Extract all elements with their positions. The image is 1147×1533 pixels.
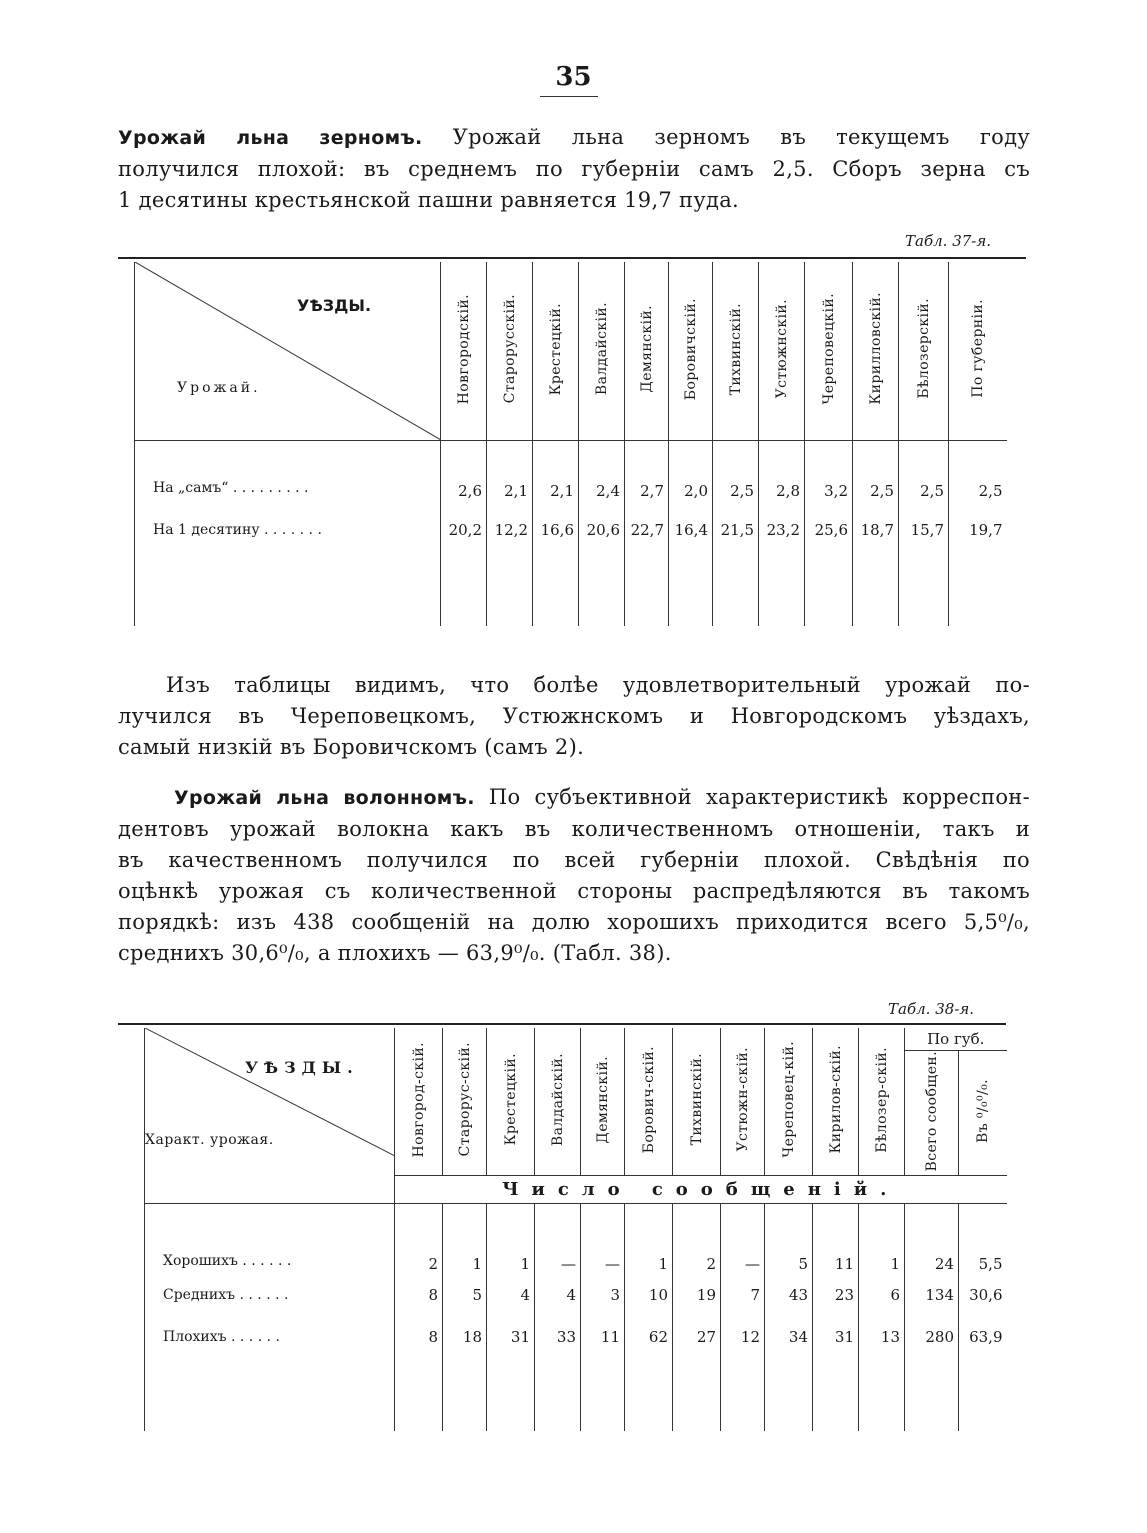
table-row xyxy=(145,1273,1007,1317)
column-header-label: Кирилловскій. xyxy=(867,292,884,406)
column-header-label: Тихвинскій. xyxy=(727,302,744,395)
cell: 4 xyxy=(535,1273,581,1317)
paragraph-line: самый низкій въ Боровичскомъ (самъ 2). xyxy=(118,735,585,759)
cell: 21,5 xyxy=(713,500,759,560)
cell: 2,5 xyxy=(713,440,759,500)
column-header xyxy=(579,262,625,440)
table-37-top-rule xyxy=(118,257,1026,259)
row-label: На 1 десятину . . . . . . . xyxy=(135,500,441,560)
cell: 24 xyxy=(905,1203,959,1273)
paragraph-conclusion xyxy=(118,670,1030,763)
cell: 6 xyxy=(859,1273,905,1317)
column-header xyxy=(441,262,487,440)
cell: 31 xyxy=(813,1317,859,1357)
cell: 20,2 xyxy=(441,500,487,560)
column-header xyxy=(905,1050,959,1175)
column-header-label: Староруc-скій. xyxy=(456,1042,473,1157)
column-header xyxy=(443,1028,487,1175)
cell: 280 xyxy=(905,1317,959,1357)
cell: — xyxy=(535,1203,581,1273)
cell: 3,2 xyxy=(805,440,853,500)
column-header-label: Въ ⁰/₀⁰/₀. xyxy=(974,1078,991,1143)
cell: 3 xyxy=(581,1273,625,1317)
column-header xyxy=(625,262,669,440)
paragraph-line: Изъ таблицы видимъ, что болѣе удовлетворительный урожай по- xyxy=(166,673,1030,697)
paragraph-line: порядкѣ: изъ 438 сообщеній на долю хорошихъ приходится всего 5,5⁰/₀, xyxy=(118,910,1030,934)
corner-label-districts: УѢЗДЫ. xyxy=(245,1058,359,1077)
cell: 22,7 xyxy=(625,500,669,560)
cell: 2,1 xyxy=(487,440,533,500)
paragraph-line: 1 десятины крестьянской пашни равняется 19,7 пуда. xyxy=(118,188,740,212)
cell: 23,2 xyxy=(759,500,805,560)
cell: 16,6 xyxy=(533,500,579,560)
cell: 1 xyxy=(487,1203,535,1273)
column-header-label: Череповец-кій. xyxy=(780,1041,797,1158)
cell: 19,7 xyxy=(949,500,1007,560)
table-row xyxy=(135,500,1007,560)
cell: 2,0 xyxy=(669,440,713,500)
cell: 34 xyxy=(765,1317,813,1357)
cell: 4 xyxy=(487,1273,535,1317)
cell: 1 xyxy=(443,1203,487,1273)
column-header xyxy=(853,262,899,440)
page-number: 35 xyxy=(555,62,592,92)
paragraph-line: Урожай льна волонномъ. По субъективной характеристикѣ корреспон- xyxy=(174,785,1030,809)
paragraph-line: получился плохой: въ среднемъ по губерніи самъ 2,5. Сборъ зерна съ xyxy=(118,157,1030,181)
cell: 18 xyxy=(443,1317,487,1357)
cell: 5 xyxy=(443,1273,487,1317)
table-spacer-row xyxy=(145,1357,1007,1431)
column-header xyxy=(673,1028,721,1175)
table-spacer-row xyxy=(135,560,1007,626)
column-header-label: Крестецкій. xyxy=(547,302,564,395)
column-header xyxy=(625,1028,673,1175)
table-37-header-row xyxy=(135,262,1007,440)
column-header-label: Кирилов-скій. xyxy=(827,1045,844,1154)
paragraph-line: Урожай льна зерномъ. Урожай льна зерномъ въ текущемъ году xyxy=(118,125,1030,149)
cell: 5,5 xyxy=(959,1203,1007,1273)
paragraph-line: оцѣнкѣ урожая съ количественной стороны распредѣляются въ такомъ xyxy=(118,879,1030,903)
paragraph-flax-grain xyxy=(118,122,1030,216)
subheader-message-count: Число сообщеній. xyxy=(395,1175,1007,1203)
cell: 1 xyxy=(625,1203,673,1273)
paragraph-line: дентовъ урожай волокна какъ въ количественномъ отношеніи, такъ и xyxy=(118,817,1030,841)
cell: 63,9 xyxy=(959,1317,1007,1357)
cell: 43 xyxy=(765,1273,813,1317)
column-header-label: Всего сообщен. xyxy=(923,1050,940,1171)
cell: 10 xyxy=(625,1273,673,1317)
column-header-label: Бѣлозер-скій. xyxy=(873,1046,890,1153)
column-header-label: Крестецкій. xyxy=(502,1053,519,1146)
group-header-province: По губ. xyxy=(905,1028,1007,1050)
cell: 8 xyxy=(395,1273,443,1317)
cell: 16,4 xyxy=(669,500,713,560)
cell: 2,6 xyxy=(441,440,487,500)
paragraph-line: лучился въ Череповецкомъ, Устюжнскомъ и Новгородскомъ уѣздахъ, xyxy=(118,704,1030,728)
cell: 2,1 xyxy=(533,440,579,500)
cell: 18,7 xyxy=(853,500,899,560)
table-38-top-rule xyxy=(118,1023,1006,1025)
paragraph-line: въ качественномъ получился по всей губерніи плохой. Свѣдѣнія по xyxy=(118,848,1030,872)
column-header xyxy=(765,1028,813,1175)
column-header xyxy=(487,262,533,440)
cell: 2,8 xyxy=(759,440,805,500)
cell: 25,6 xyxy=(805,500,853,560)
cell: — xyxy=(721,1203,765,1273)
row-label: На „самъ“ . . . . . . . . . xyxy=(135,440,441,500)
table-38-caption: Табл. 38-я. xyxy=(888,1000,975,1018)
column-header-label: Валдайскій. xyxy=(593,302,610,396)
column-header xyxy=(533,262,579,440)
cell: 2,5 xyxy=(899,440,949,500)
table-row xyxy=(145,1317,1007,1357)
table-38 xyxy=(144,1028,1007,1431)
column-header xyxy=(805,262,853,440)
cell: 12 xyxy=(721,1317,765,1357)
page-number-rule xyxy=(540,96,598,97)
table-row xyxy=(135,440,1007,500)
cell: 134 xyxy=(905,1273,959,1317)
cell: 20,6 xyxy=(579,500,625,560)
column-header xyxy=(721,1028,765,1175)
cell: 62 xyxy=(625,1317,673,1357)
table-corner-cell xyxy=(135,262,441,440)
column-header-label: Боровичскій. xyxy=(682,297,699,400)
column-header xyxy=(959,1050,1007,1175)
column-header-label: Валдайскій. xyxy=(549,1052,566,1146)
cell: 11 xyxy=(813,1203,859,1273)
column-header xyxy=(669,262,713,440)
column-header-label: Демянскій. xyxy=(594,1055,611,1144)
row-label: Хорошихъ . . . . . . xyxy=(145,1203,395,1273)
column-header xyxy=(581,1028,625,1175)
column-header-label: Новгород-скій. xyxy=(410,1041,427,1158)
cell: 2,5 xyxy=(949,440,1007,500)
cell: 19 xyxy=(673,1273,721,1317)
column-header-label: Борович-скій. xyxy=(640,1045,657,1154)
cell: 33 xyxy=(535,1317,581,1357)
corner-diagonal xyxy=(135,262,441,440)
cell: 30,6 xyxy=(959,1273,1007,1317)
table-37-caption: Табл. 37-я. xyxy=(905,232,992,250)
column-header xyxy=(535,1028,581,1175)
paragraph-lead: Урожай льна зерномъ. xyxy=(118,127,423,149)
table-37 xyxy=(134,262,1007,626)
cell: 11 xyxy=(581,1317,625,1357)
cell: 2,7 xyxy=(625,440,669,500)
corner-label-harvest: Урожай. xyxy=(177,380,261,396)
cell: 1 xyxy=(859,1203,905,1273)
paragraph-lead: Урожай льна волонномъ. xyxy=(174,787,475,809)
column-header-label: По губерніи. xyxy=(969,299,986,399)
paragraph-flax-fiber xyxy=(118,782,1030,969)
corner-label-districts: УѢЗДЫ. xyxy=(297,296,372,315)
column-header xyxy=(487,1028,535,1175)
column-header-label: Новгородскій. xyxy=(455,293,472,404)
column-header-label: Тихвинскій. xyxy=(688,1053,705,1146)
cell: 2 xyxy=(673,1203,721,1273)
column-header xyxy=(899,262,949,440)
table-corner-cell xyxy=(145,1028,395,1203)
table-38-group-row xyxy=(145,1028,1007,1050)
column-header xyxy=(813,1028,859,1175)
column-header xyxy=(949,262,1007,440)
row-label: Среднихъ . . . . . . xyxy=(145,1273,395,1317)
column-header-label: Демянскій. xyxy=(638,304,655,393)
corner-label-harvest-char: Характ. урожая. xyxy=(145,1132,274,1148)
column-header-label: Бѣлозерскій. xyxy=(915,298,932,400)
column-header xyxy=(859,1028,905,1175)
cell: 2,4 xyxy=(579,440,625,500)
cell: 8 xyxy=(395,1317,443,1357)
cell: 31 xyxy=(487,1317,535,1357)
column-header xyxy=(759,262,805,440)
cell: 2 xyxy=(395,1203,443,1273)
cell: 15,7 xyxy=(899,500,949,560)
cell: 13 xyxy=(859,1317,905,1357)
column-header-label: Устюжнскій. xyxy=(773,299,790,399)
column-header xyxy=(395,1028,443,1175)
column-header-label: Старорусскій. xyxy=(501,294,518,404)
column-header xyxy=(713,262,759,440)
cell: 5 xyxy=(765,1203,813,1273)
cell: 7 xyxy=(721,1273,765,1317)
row-label: Плохихъ . . . . . . xyxy=(145,1317,395,1357)
column-header-label: Устюжн-скій. xyxy=(734,1047,751,1152)
cell: 2,5 xyxy=(853,440,899,500)
cell: 23 xyxy=(813,1273,859,1317)
column-header-label: Череповецкій. xyxy=(820,293,837,405)
table-row xyxy=(145,1203,1007,1273)
cell: 27 xyxy=(673,1317,721,1357)
cell: — xyxy=(581,1203,625,1273)
paragraph-line: среднихъ 30,6⁰/₀, а плохихъ — 63,9⁰/₀. (Табл. 38). xyxy=(118,941,672,965)
cell: 12,2 xyxy=(487,500,533,560)
